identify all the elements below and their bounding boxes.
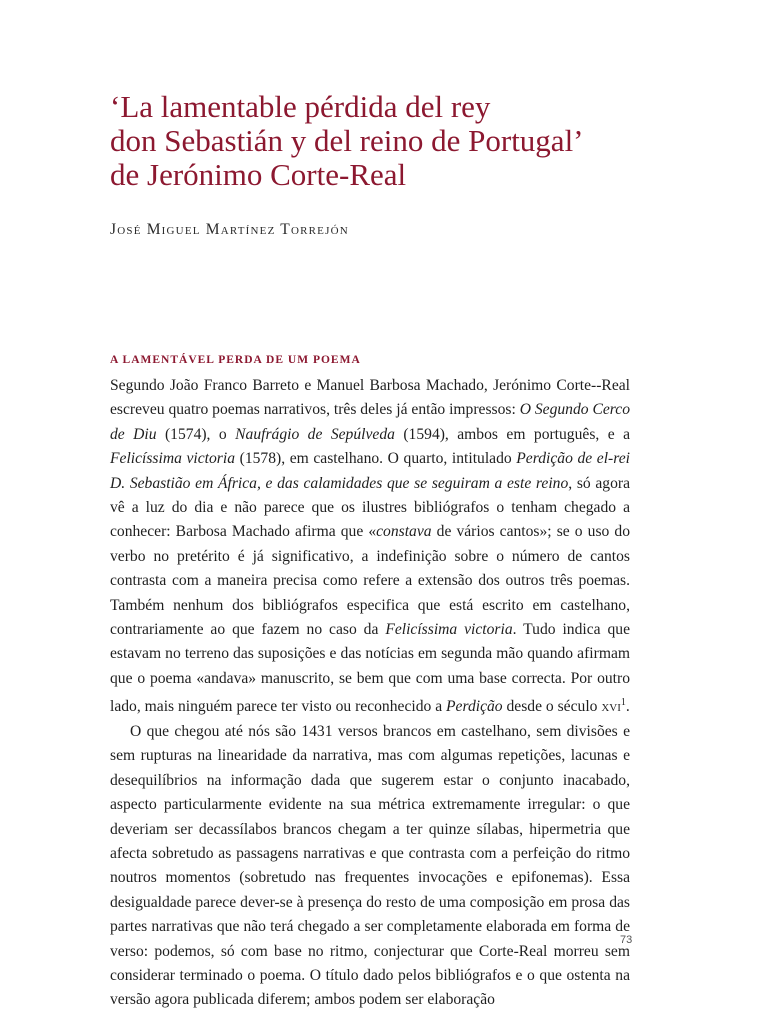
title-line-2: don Sebastián y del reino de Portugal’ bbox=[110, 123, 584, 158]
p1-italic-naufragio: Naufrágio de Sepúlveda bbox=[235, 425, 395, 443]
paragraph-1 bbox=[110, 374, 630, 720]
p1-text: desde o século bbox=[502, 698, 602, 716]
p1-italic-segundo-cerco: O Segundo Cerco de Diu bbox=[110, 401, 630, 443]
p1-text: (1594), ambos em português, e a bbox=[394, 425, 630, 443]
p1-century: xvi bbox=[601, 698, 621, 716]
paragraph-2: O que chegou até nós são 1431 versos brancos em castelhano, sem divisões e sem rupturas na linearidade da narrativa, mas com algumas repetições, lacunas e desequilíbrios na informação dada que sugerem estar o conjunto inacabado, aspecto particularmente evidente na sua métrica extremamente irregular: o que deveriam ser decassílabos brancos chegam a ter quinze sílabas, hipermetria que afecta sobretudo as passagens narrativas e que contrasta com a perfeição do ritmo noutros momentos (sobretudo nas frequentes invocações e epifonemas). Essa desigualdade parece dever-se à presença do resto de uma composição em prosa das partes narrativas que não terá chegado a ser completamente elaborada em forma de verso: podemos, só com base no ritmo, conjecturar que Corte-Real morreu sem considerar terminado o poema. O título dado pelos bibliógrafos e o que ostenta na versão agora publicada diferem; ambos podem ser elaboração bbox=[110, 722, 630, 1009]
title-line-3: de Jerónimo Corte-Real bbox=[110, 157, 407, 192]
p1-italic-felicissima: Felicíssima victoria bbox=[110, 450, 236, 468]
p1-italic-perdicao-title: Perdição de el-rei D. Sebastião em África, e das calamidades que se seguiram a este reino bbox=[110, 450, 630, 492]
footnote-marker[interactable]: 1 bbox=[620, 697, 626, 709]
title-line-1: ‘La lamentable pérdida del rey bbox=[110, 89, 491, 124]
p1-text: , só agora vê a luz do dia e não parece que os ilustres bibliógrafos o tenham chegado a conhecer: Barbosa Machado afirma que « bbox=[110, 474, 630, 541]
p1-italic-felicissima-2: Felicíssima victoria bbox=[385, 621, 513, 639]
page-number: 73 bbox=[620, 934, 633, 946]
author-name: José Miguel Martínez Torrejón bbox=[110, 221, 349, 238]
p1-text: (1574), o bbox=[156, 425, 236, 443]
p1-italic-constava: constava bbox=[376, 523, 432, 541]
body-text bbox=[110, 374, 633, 1013]
section-heading: A LAMENTÁVEL PERDA DE UM POEMA bbox=[110, 354, 361, 366]
p1-text: . Tudo indica que estavam no terreno das suposições e das notícias em segunda mão quando afirmam que o poema «andava» manuscrito, se bem que com uma base correcta. Por outro lado, mais ninguém parece ter visto ou reconhecido a bbox=[110, 621, 631, 716]
p1-italic-perdicao: Perdição bbox=[446, 698, 503, 716]
article-title bbox=[110, 90, 670, 192]
p1-text: de vários cantos»; se o uso do verbo no pretérito é já significativo, a indefinição sobre o número de cantos contrasta com a maneira precisa como refere a extensão dos outros três poemas. Também nenhum dos bibliógrafos especifica que está escrito em castelhano, contrariamente ao que fazem no caso da bbox=[110, 523, 630, 639]
p1-text: . bbox=[625, 698, 630, 716]
p1-text: Segundo João Franco Barreto e Manuel Barbosa Machado, Jerónimo Corte--Real escreveu quatro poemas narrativos, três deles já então impressos: bbox=[110, 377, 630, 419]
p1-text: (1578), em castelhano. O quarto, intitulado bbox=[235, 450, 517, 468]
